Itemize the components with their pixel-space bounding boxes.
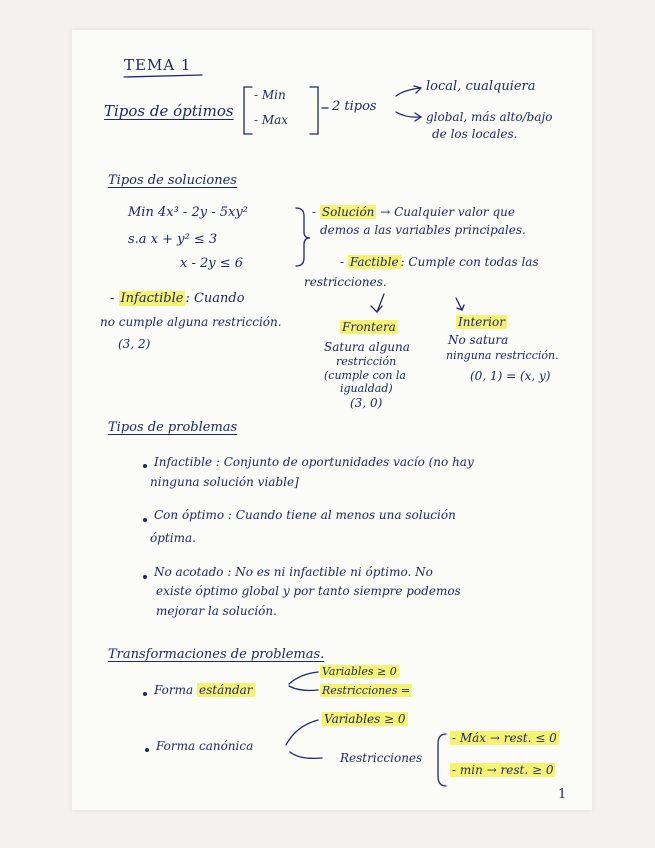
sol-factible-label: Factible [349, 255, 399, 269]
prob-optimo-line1: Con óptimo : Cuando tiene al menos una solución [154, 508, 456, 522]
est-variables-text: Variables ≥ 0 [322, 665, 397, 678]
prob-optimo-line2: óptima. [150, 531, 196, 545]
frontera-line4: igualdad) [340, 382, 393, 395]
sol-constraint-1: s.a x + y² ≤ 3 [128, 232, 218, 247]
problemas-heading: Tipos de problemas [108, 420, 238, 435]
rule-min-text: - min → rest. ≥ 0 [452, 763, 554, 777]
sol-infactible-line1: - Infactible : Cuando [110, 291, 245, 306]
sol-infactible-point: (3, 2) [118, 337, 151, 351]
opt-two-types: 2 tipos [332, 99, 377, 114]
interior-label-text: Interior [458, 315, 505, 329]
sol-solucion-line1: - Solución → Cualquier valor que [312, 205, 515, 219]
rule-max [450, 732, 559, 744]
right-bracket [310, 87, 318, 134]
prob-noacotado-line2: existe óptimo global y por tanto siempre podemos [156, 584, 461, 598]
left-bracket [244, 87, 252, 134]
interior-label [456, 316, 507, 328]
prob-noacotado-line3: mejorar la solución. [156, 604, 277, 618]
interior-line2: ninguna restricción. [446, 349, 559, 362]
rule-min [450, 764, 555, 776]
sol-infactible-line2: no cumple alguna restricción. [100, 315, 282, 329]
branch-can-var [286, 720, 318, 745]
prob-infactible-line1: Infactible : Conjunto de oportunidades vacío (no hay [154, 455, 474, 469]
sol-factible-text: : Cumple con todas las [400, 255, 539, 269]
can-restricciones: Restricciones [340, 751, 423, 765]
frontera-label [340, 321, 398, 333]
est-variables [320, 666, 399, 677]
frontera-label-text: Frontera [342, 320, 396, 334]
bullet-dot [145, 748, 149, 752]
prob-noacotado-line1: No acotado : No es ni infactible ni óptimo. No [154, 565, 433, 579]
sol-solucion-text: → Cualquier valor que [380, 205, 515, 219]
sol-constraint-2: x - 2y ≤ 6 [180, 256, 244, 271]
sol-solucion-line2: demos a las variables principales. [320, 223, 526, 237]
optimos-heading: Tipos de óptimos [104, 102, 234, 120]
opt-max: - Max [254, 113, 289, 127]
est-restricciones-text: Restricciones = [322, 684, 411, 697]
bullet-dot [143, 518, 147, 522]
page-title: TEMA 1 [124, 56, 192, 74]
forma-estandar [154, 684, 255, 696]
brace-solucion [296, 208, 310, 266]
bullet-dot [143, 464, 147, 468]
page-number: 1 [558, 787, 567, 802]
frontera-line3: (cumple con la [324, 369, 406, 382]
sol-factible-line2: restricciones. [304, 275, 387, 289]
frontera-line1: Satura alguna [324, 340, 410, 354]
interior-line1: No satura [448, 333, 509, 347]
arrow-frontera [377, 294, 384, 312]
est-restricciones [320, 685, 412, 696]
interior-point: (0, 1) = (x, y) [470, 369, 551, 383]
title-underline [124, 75, 202, 77]
opt-local: local, cualquiera [426, 79, 536, 94]
forma-canonica: Forma canónica [156, 739, 254, 753]
rule-max-text: - Máx → rest. ≤ 0 [452, 731, 557, 745]
sol-factible-line1: - Factible : Cumple con todas las [340, 255, 539, 269]
branch-can-res [290, 752, 322, 758]
sol-solucion-label: Solución [321, 205, 375, 219]
sol-infactible-text: : Cuando [185, 291, 245, 306]
transformaciones-heading: Transformaciones de problemas. [108, 647, 325, 662]
brace-rules [438, 734, 446, 786]
bullet-dot [143, 692, 147, 696]
bullet-dot [143, 575, 147, 579]
can-variables [322, 713, 408, 725]
frontera-point: (3, 0) [350, 396, 383, 410]
branch-est-var [289, 672, 318, 684]
forma-estandar-label: Forma [154, 683, 194, 697]
prob-infactible-line2: ninguna solución viable] [150, 475, 299, 489]
forma-estandar-hl: estándar [199, 683, 253, 697]
sol-infactible-label: Infactible [120, 291, 184, 306]
opt-global-1: global, más alto/bajo [426, 110, 553, 124]
can-variables-text: Variables ≥ 0 [324, 712, 406, 726]
branch-est-res [289, 686, 318, 691]
opt-min: - Min [254, 88, 286, 102]
opt-global-2: de los locales. [432, 127, 518, 141]
sol-objective: Min 4x³ - 2y - 5xy² [128, 205, 248, 220]
soluciones-heading: Tipos de soluciones [108, 173, 237, 188]
frontera-line2: restricción [336, 355, 397, 368]
